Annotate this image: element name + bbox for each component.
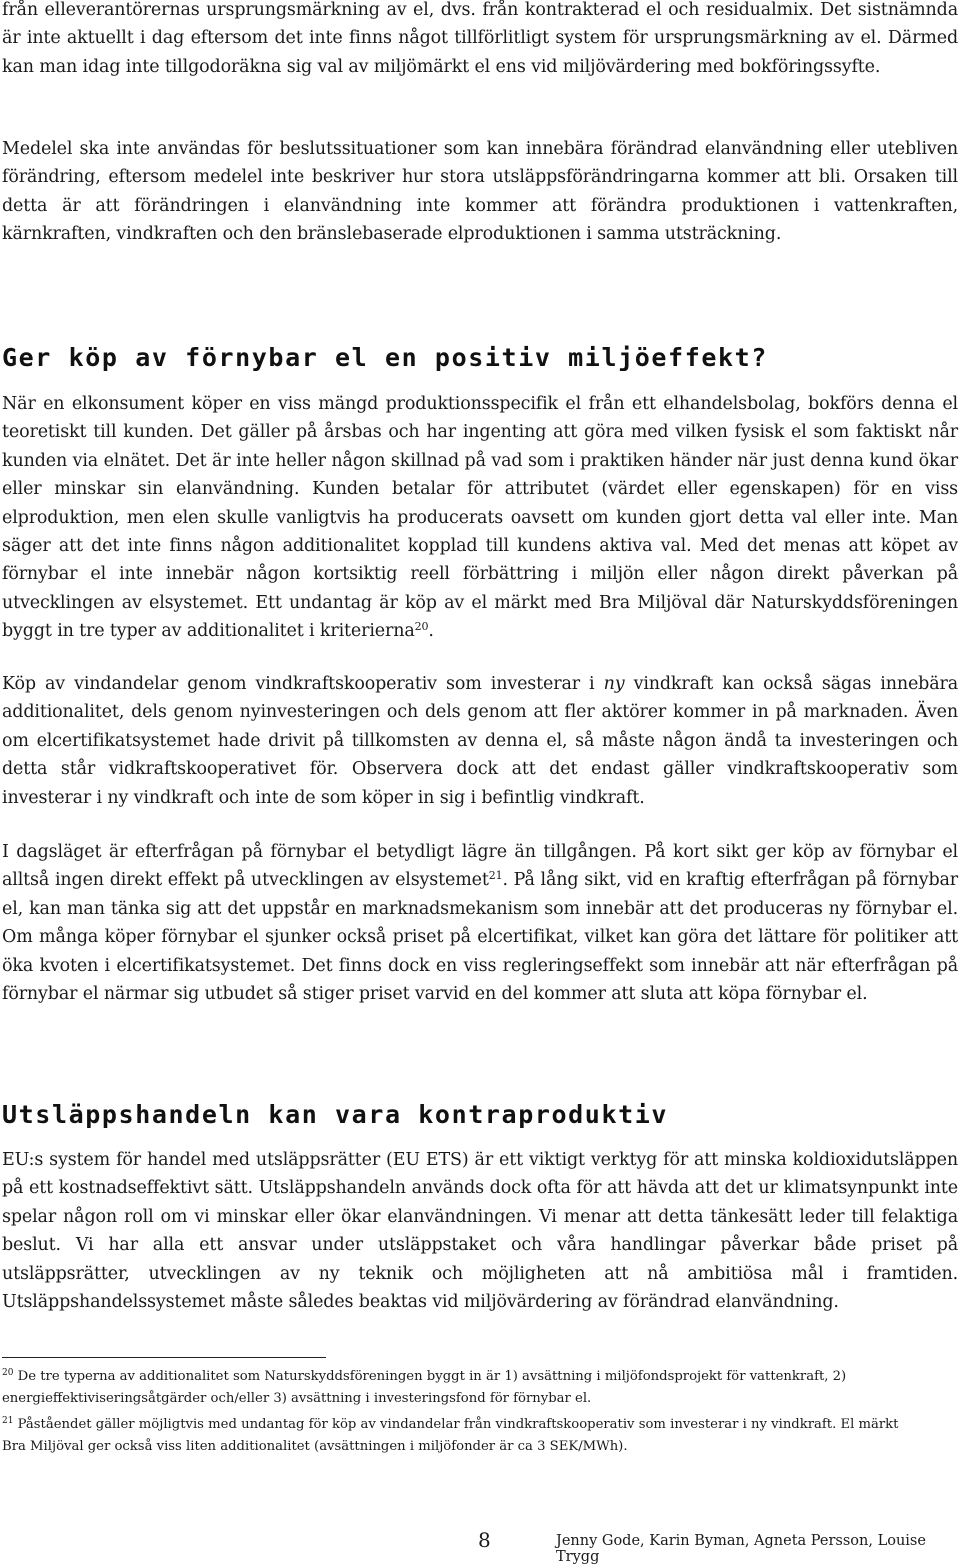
paragraph-eu-ets: EU:s system för handel med utsläppsrätter (EU ETS) är ett viktigt verktyg för att minska koldioxidutsläppen på ett kostnadseffektivt sätt. Utsläppshandeln används dock ofta för att hävda att det ur klimatsynpunkt inte spelar någon roll om vi minskar eller ökar elanvändningen. Vi menar att detta tänkesätt leder till felaktiga beslut. Vi har alla ett ansvar under utsläppstaket och våra handlingar påverkar både priset på utsläppsrätter, utvecklingen av ny teknik och möjligheten att nå ambitiösa mål i framtiden. Utsläppshandelssystemet måste således beaktas vid miljövärdering av förändrad elanvändning. [2, 1150, 958, 1313]
footnote-20 [2, 1366, 902, 1409]
heading-renewable-effect: Ger köp av förnybar el en positiv miljöeffekt? [2, 343, 768, 372]
footnote-ref-21[interactable]: 21 [488, 869, 503, 883]
paragraph-medelel: Medelel ska inte användas för beslutssituationer som kan innebära förändrad elanvändning eller utebliven förändring, eftersom medelel inte beskriver hur stora utsläppsförändringarna kommer att bli. Orsaken till detta är att förändringen i elanvändning inte kommer att förändra produktionen i vattenkraften, kärnkraften, vindkraften och den bränslebaserade elproduktionen i samma utsträckning. [2, 139, 958, 245]
paragraph-tail: . [428, 621, 434, 642]
footnote-number: 21 [2, 1416, 14, 1426]
footnote-text: Påståendet gäller möjligtvis med undantag för köp av vindandelar från vindkraftskooperativ som investerar i ny vindkraft. El märkt Bra Miljöval ger också viss liten additionalitet (avsättningen i miljöfonder är ca 3 SEK/MWh). [2, 1417, 899, 1454]
footnote-21 [2, 1414, 902, 1457]
paragraph-residualmix: från elleverantörernas ursprungsmärkning av el, dvs. från kontrakterad el och residualmix. Det sistnämnda är inte aktuellt i dag eftersom det inte finns något tillförlitligt system för ursprungsmärkning av el. Därmed kan man idag inte tillgodoräkna sig val av miljömärkt el ens vid miljövärdering med bokföringssyfte. [2, 0, 958, 77]
heading-emissions-trading: Utsläppshandeln kan vara kontraproduktiv [2, 1100, 669, 1129]
paragraph-text-b: . På lång sikt, vid en kraftig efterfrågan på förnybar el, kan man tänka sig att det uppstår en marknadsmekanism som innebär att det produceras ny förnybar el. Om många köper förnybar el sjunker också priset på elcertifikat, vilket kan göra det lättare för politiker att öka kvoten i elcertifikatsystemet. Det finns dock en viss regleringseffekt som innebär att när efterfrågan på förnybar el närmar sig utbudet så stiger priset varvid en del kommer att sluta att köpa förnybar el. [2, 870, 958, 1005]
paragraph-text-a: Köp av vindandelar genom vindkraftskooperativ som investerar i [2, 674, 604, 694]
paragraph-text-a: I dagsläget är efterfrågan på förnybar el betydligt lägre än tillgången. På kort sikt ger köp av förnybar el alltså ingen direkt effekt på utvecklingen av elsystemet [2, 842, 958, 891]
paragraph-wind-cooperative [2, 670, 958, 812]
paragraph-electricity-consumer [2, 390, 958, 646]
paragraph-text: När en elkonsument köper en viss mängd produktionsspecifik el från ett elhandelsbolag, bokförs denna el teoretiskt till kunden. Det gäller på årsbas och har ingenting att göra med vilken fysisk el som faktiskt når kunden via elnätet. Det är inte heller någon skillnad på vad som i praktiken händer när just denna kund ökar eller minskar sin elanvändning. Kunden betalar för attributet (värdet eller egenskapen) för en viss elproduktion, men elen skulle vanligtvis ha producerats oavsett om kunden gjort detta val eller inte. Man säger att det inte finns någon additionalitet kopplad till kundens aktiva val. Med det menas att köpet av förnybar el inte innebär någon kortsiktig reell förbättring i miljön eller någon direkt påverkan på utvecklingen av elsystemet. Ett undantag är köp av el märkt med Bra Miljöval där Naturskyddsföreningen byggt in tre typer av additionalitet i kriterierna [2, 394, 958, 642]
page-footer-authors: Jenny Gode, Karin Byman, Agneta Persson, Louise Trygg [556, 1533, 926, 1565]
paragraph-demand [2, 838, 958, 1008]
footnote-ref-20[interactable]: 20 [414, 620, 429, 634]
emphasis-ny: ny [603, 674, 625, 694]
paragraph-text-b: vindkraft kan också sägas innebära additionalitet, dels genom nyinvesteringen och dels genom att fler aktörer kommer in på marknaden. Även om elcertifikatsystemet hade drivit på tillkomsten av denna el, så måste någon ändå ta investeringen och detta står vidkraftskooperativet för. Observera dock att det endast gäller vindkraftskooperativ som investerar i ny vindkraft och inte de som köper in sig i befintlig vindkraft. [2, 674, 958, 808]
page-number: 8 [478, 1528, 491, 1552]
footnote-separator [2, 1357, 326, 1358]
footnote-text: De tre typerna av additionalitet som Naturskyddsföreningen byggt in är 1) avsättning i miljöfondsprojekt för vattenkraft, 2) energieffektiviseringsåtgärder och/eller 3) avsättning i investeringsfond för förnybar el. [2, 1369, 847, 1406]
footnote-number: 20 [2, 1368, 14, 1378]
